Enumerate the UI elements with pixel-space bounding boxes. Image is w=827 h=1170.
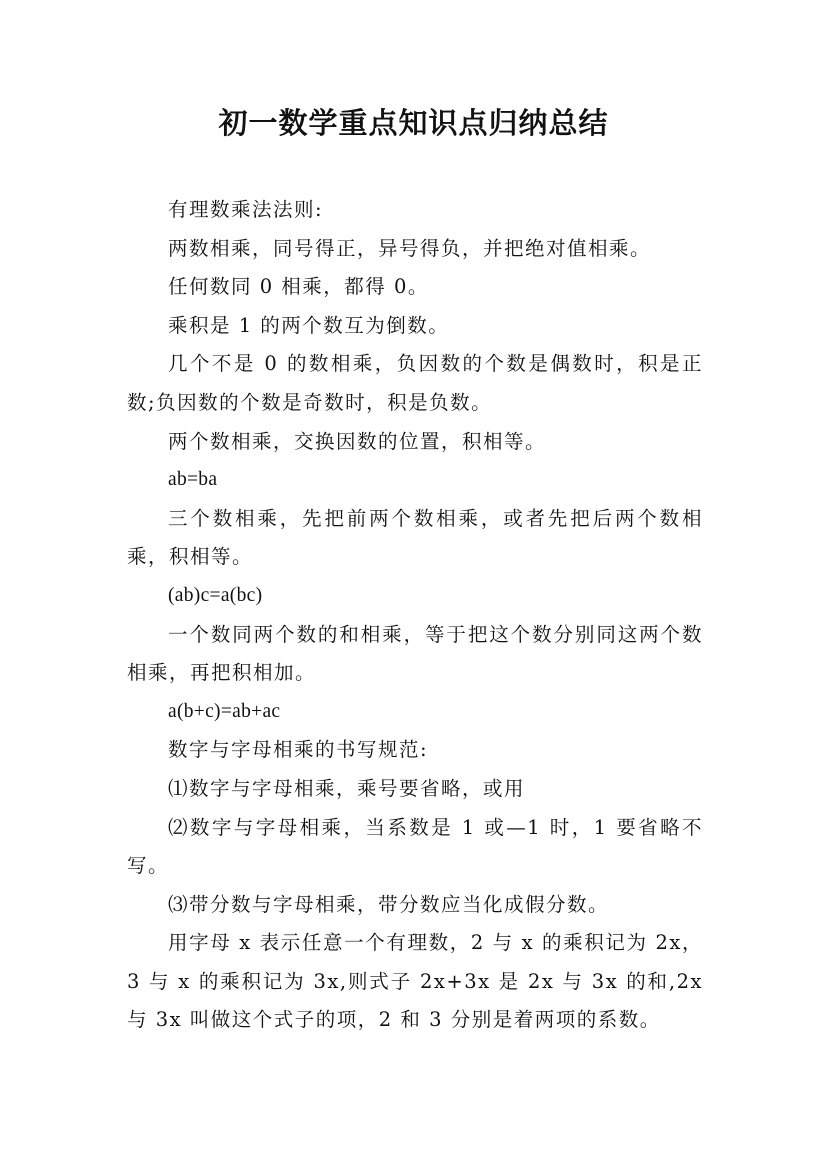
paragraph-associative: 三个数相乘，先把前两个数相乘，或者先把后两个数相乘，积相等。 [127,506,703,569]
formula-associative: (ab)c=a(bc) [168,584,263,606]
document-title: 初一数学重点知识点归纳总结 [218,106,609,140]
formula-distributive: a(b+c)=ab+ac [168,700,281,722]
document-body [127,191,703,1040]
formula-commutative: ab=ba [168,469,218,491]
paragraph-commutative: 两个数相乘，交换因数的位置，积相等。 [168,429,547,453]
paragraph-distributive: 一个数同两个数的和相乘，等于把这个数分别同这两个数相乘，再把积相加。 [127,622,703,685]
paragraph-writing-rules-heading: 数字与字母相乘的书写规范: [168,738,429,762]
paragraph-writing-rule-3: ⑶带分数与字母相乘，带分数应当化成假分数。 [168,892,610,916]
paragraph-terms-coefficients: 用字母 x 表示任意一个有理数，2 与 x 的乘积记为 2x，3 与 x 的乘积记为 3x,则式子 2x+3x 是 2x 与 3x 的和,2x 与 3x 叫做这个式子的项，2 和 3 分别是着两项的系数。 [127,931,703,1032]
paragraph-writing-rule-2: ⑵数字与字母相乘，当系数是 1 或—1 时，1 要省略不写。 [127,815,703,878]
paragraph-reciprocal: 乘积是 1 的两个数互为倒数。 [168,313,450,337]
paragraph-zero-rule: 任何数同 0 相乘，都得 0。 [168,275,429,299]
paragraph-sign-rule: 两数相乘，同号得正，异号得负，并把绝对值相乘。 [168,236,652,260]
paragraph-writing-rule-1: ⑴数字与字母相乘，乘号要省略，或用 [168,776,526,800]
paragraph-negative-factors: 几个不是 0 的数相乘，负因数的个数是偶数时，积是正数;负因数的个数是奇数时，积是负数。 [127,352,703,414]
paragraph-multiplication-rule-heading: 有理数乘法法则: [168,198,324,221]
